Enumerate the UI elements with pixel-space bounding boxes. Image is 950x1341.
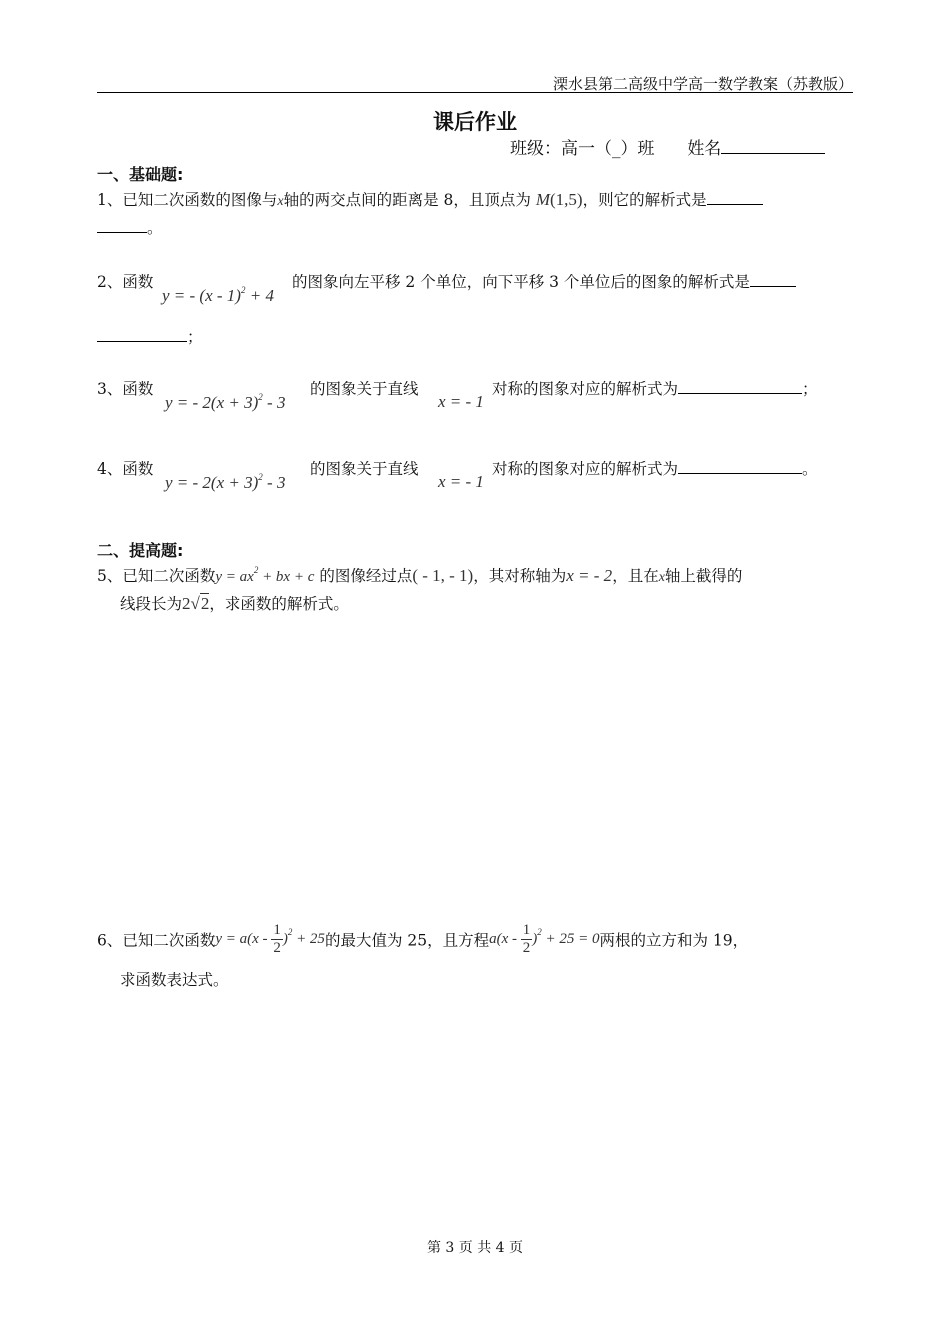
question-1 (97, 188, 763, 210)
class-line (510, 134, 825, 159)
q1-text-a: 1、已知二次函数的图像与 (97, 191, 278, 209)
q3-text-b: 的图象关于直线 (310, 380, 419, 398)
name-label: 姓名 (687, 139, 722, 159)
q4-text-a: 4、函数 (97, 460, 154, 478)
section-advanced: 二、提高题: (97, 541, 184, 560)
q2-text-a: 2、函数 (97, 273, 154, 291)
section-basic: 一、基础题: (97, 165, 184, 184)
q4-expr: y = - $2(x + 3)^2 - 3$ (165, 472, 286, 492)
q1-point: M (535, 190, 550, 209)
q3-text-a: 3、函数 (97, 380, 154, 398)
q1-blank-2[interactable] (97, 218, 147, 233)
q4-text-b: 的图象关于直线 (310, 460, 419, 478)
question-6-line2: 求函数表达式。 (120, 971, 229, 989)
q1-text-b: 轴的两交点间的距离是 8，且顶点为 (283, 191, 531, 209)
question-5: 5、已知二次函数$y = ax^2$ + bx + c 的图像经过点( - 1, - 1)，其对称轴为x = - 2，且在x轴上截得的 (97, 565, 743, 585)
header-rule (97, 92, 853, 93)
question-1-cont (97, 216, 163, 238)
q4-line: x = - 1 (438, 472, 484, 491)
header-school: 溧水县第二高级中学高一数学教案（苏教版） (552, 75, 853, 93)
q2-blank-2[interactable] (97, 327, 187, 342)
q1-text-c: ，则它的解析式是 (582, 191, 707, 209)
q1-blank[interactable] (707, 190, 763, 205)
q3-text-c: 对称的图象对应的解析式为 ； (492, 380, 818, 398)
q1-coords: (1,5) (550, 190, 583, 209)
q2-cont: ； (97, 325, 203, 347)
q2-text-b: 的图象向左平移 2 个单位，向下平移 3 个单位后的图象的解析式是 (292, 270, 796, 292)
q1-end: 。 (147, 219, 163, 237)
page-title: 课后作业 (433, 110, 517, 134)
q3-expr: y = - $2(x + 3)^2 - 3$ (165, 392, 286, 412)
q3-blank[interactable] (678, 379, 802, 394)
q5-axis: x = - 2 (566, 566, 613, 585)
question-5-line2: 线段长为2√2，求函数的解析式。 (120, 594, 349, 613)
name-blank[interactable] (721, 139, 825, 154)
q4-text-c: 对称的图象对应的解析式为 。 (492, 460, 818, 478)
q2-expr: y = - (x - 1)$^2$ + 4 (162, 285, 274, 305)
page-footer: 第 3 页 共 4 页 (426, 1240, 524, 1256)
q4-blank[interactable] (678, 459, 802, 474)
question-6: 6、已知二次函数y = a(x - $\frac{1}{2}$ )$^2$ + 25的最大值为 25，且方程a(x - $\frac{1}{2}$ )$^2$ + 25 = 0两根的立方和为 19， (97, 922, 749, 956)
q5-point: ( - 1, - 1) (412, 566, 474, 585)
q2-blank[interactable] (750, 272, 796, 287)
q3-line: x = - 1 (438, 392, 484, 411)
class-label: 班级：高一（_）班 (510, 139, 655, 159)
q1-var: x (277, 194, 284, 209)
q5-length: 2√2 (182, 594, 210, 613)
